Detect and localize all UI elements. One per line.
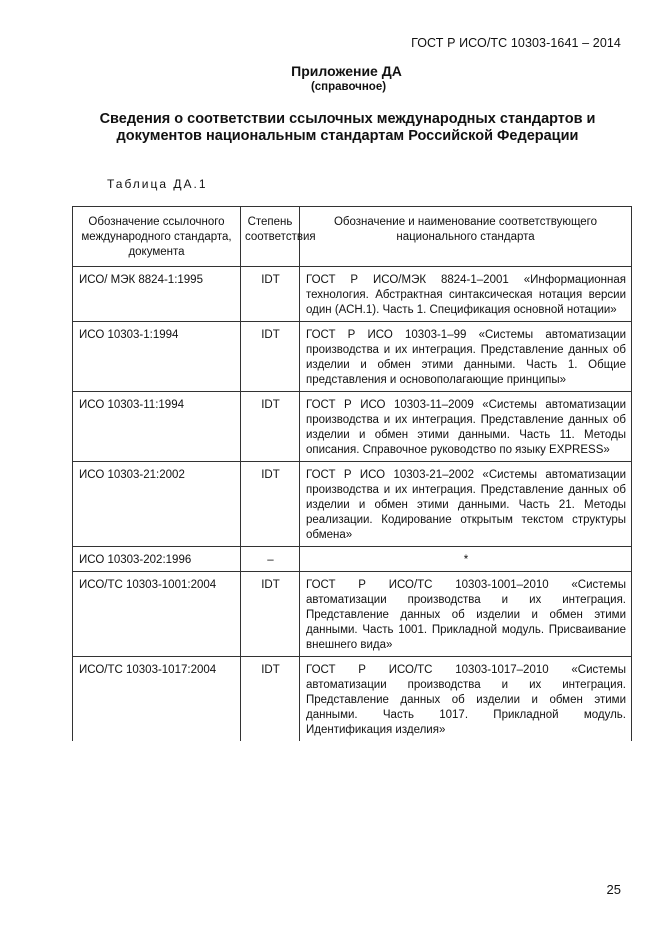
cell-degree: IDT	[241, 462, 300, 547]
cell-degree: IDT	[241, 657, 300, 742]
standards-table	[72, 206, 632, 741]
cell-reference: ИСО/ТС 10303-1001:2004	[73, 572, 241, 657]
cell-national-standard: ГОСТ Р ИСО/ТС 10303-1001–2010 «Системы автоматизации производства и их интеграция. Представление данных об изделии и обмен этими данными. Часть 1001. Прикладной модуль. Присваивание внешнего вида»	[300, 572, 632, 657]
table-row	[73, 462, 632, 547]
appendix-subtitle: (справочное)	[310, 81, 387, 93]
cell-degree: IDT	[241, 392, 300, 462]
cell-national-standard: ГОСТ Р ИСО/МЭК 8824-1–2001 «Информационная технология. Абстрактная синтаксическая нотация версии один (АСН.1). Часть 1. Спецификация основной нотации»	[300, 267, 632, 322]
table-header-row	[73, 207, 632, 267]
table-caption: Таблица ДА.1	[107, 177, 208, 191]
cell-national-standard: ГОСТ Р ИСО 10303-1–99 «Системы автоматизации производства и их интеграция. Представление данных об изделии и обмен этими данными. Часть 1. Общие представления и основополагающие принципы»	[300, 322, 632, 392]
page-number: 25	[606, 882, 621, 897]
table-row	[73, 267, 632, 322]
cell-national-standard: *	[300, 547, 632, 572]
section-title: Сведения о соответствии ссылочных международных стандартов и документов национальным стандартам Российской Федерации	[99, 111, 596, 144]
cell-reference: ИСО 10303-1:1994	[73, 322, 241, 392]
cell-reference: ИСО 10303-21:2002	[73, 462, 241, 547]
cell-degree: IDT	[241, 572, 300, 657]
header-reference: Обозначение ссылочного международного стандарта, документа	[73, 207, 241, 267]
document-header-id: ГОСТ Р ИСО/ТС 10303-1641 – 2014	[411, 36, 621, 50]
cell-reference: ИСО 10303-11:1994	[73, 392, 241, 462]
cell-national-standard: ГОСТ Р ИСО/ТС 10303-1017–2010 «Системы автоматизации производства и их интеграция. Представление данных об изделии и обмен этими данными. Часть 1017. Прикладной модуль. Идентификация изделия»	[300, 657, 632, 742]
cell-reference: ИСО/ МЭК 8824-1:1995	[73, 267, 241, 322]
cell-degree: –	[241, 547, 300, 572]
header-national-standard: Обозначение и наименование соответствующего национального стандарта	[300, 207, 632, 267]
table-row	[73, 657, 632, 742]
header-degree: Степень соответствия	[241, 207, 300, 267]
table-row	[73, 392, 632, 462]
cell-degree: IDT	[241, 322, 300, 392]
cell-reference: ИСО 10303-202:1996	[73, 547, 241, 572]
table-row	[73, 547, 632, 572]
cell-national-standard: ГОСТ Р ИСО 10303-11–2009 «Системы автоматизации производства и их интеграция. Представление данных об изделии и обмен этими данными. Часть 11. Методы описания. Справочное руководство по языку EXPRESS»	[300, 392, 632, 462]
table-row	[73, 322, 632, 392]
table-row	[73, 572, 632, 657]
cell-reference: ИСО/ТС 10303-1017:2004	[73, 657, 241, 742]
cell-degree: IDT	[241, 267, 300, 322]
cell-national-standard: ГОСТ Р ИСО 10303-21–2002 «Системы автоматизации производства и их интеграция. Представление данных об изделии и обмен этими данными. Часть 21. Методы реализации. Кодирование открытым текстом структуры обмена»	[300, 462, 632, 547]
appendix-title: Приложение ДА	[291, 63, 402, 79]
